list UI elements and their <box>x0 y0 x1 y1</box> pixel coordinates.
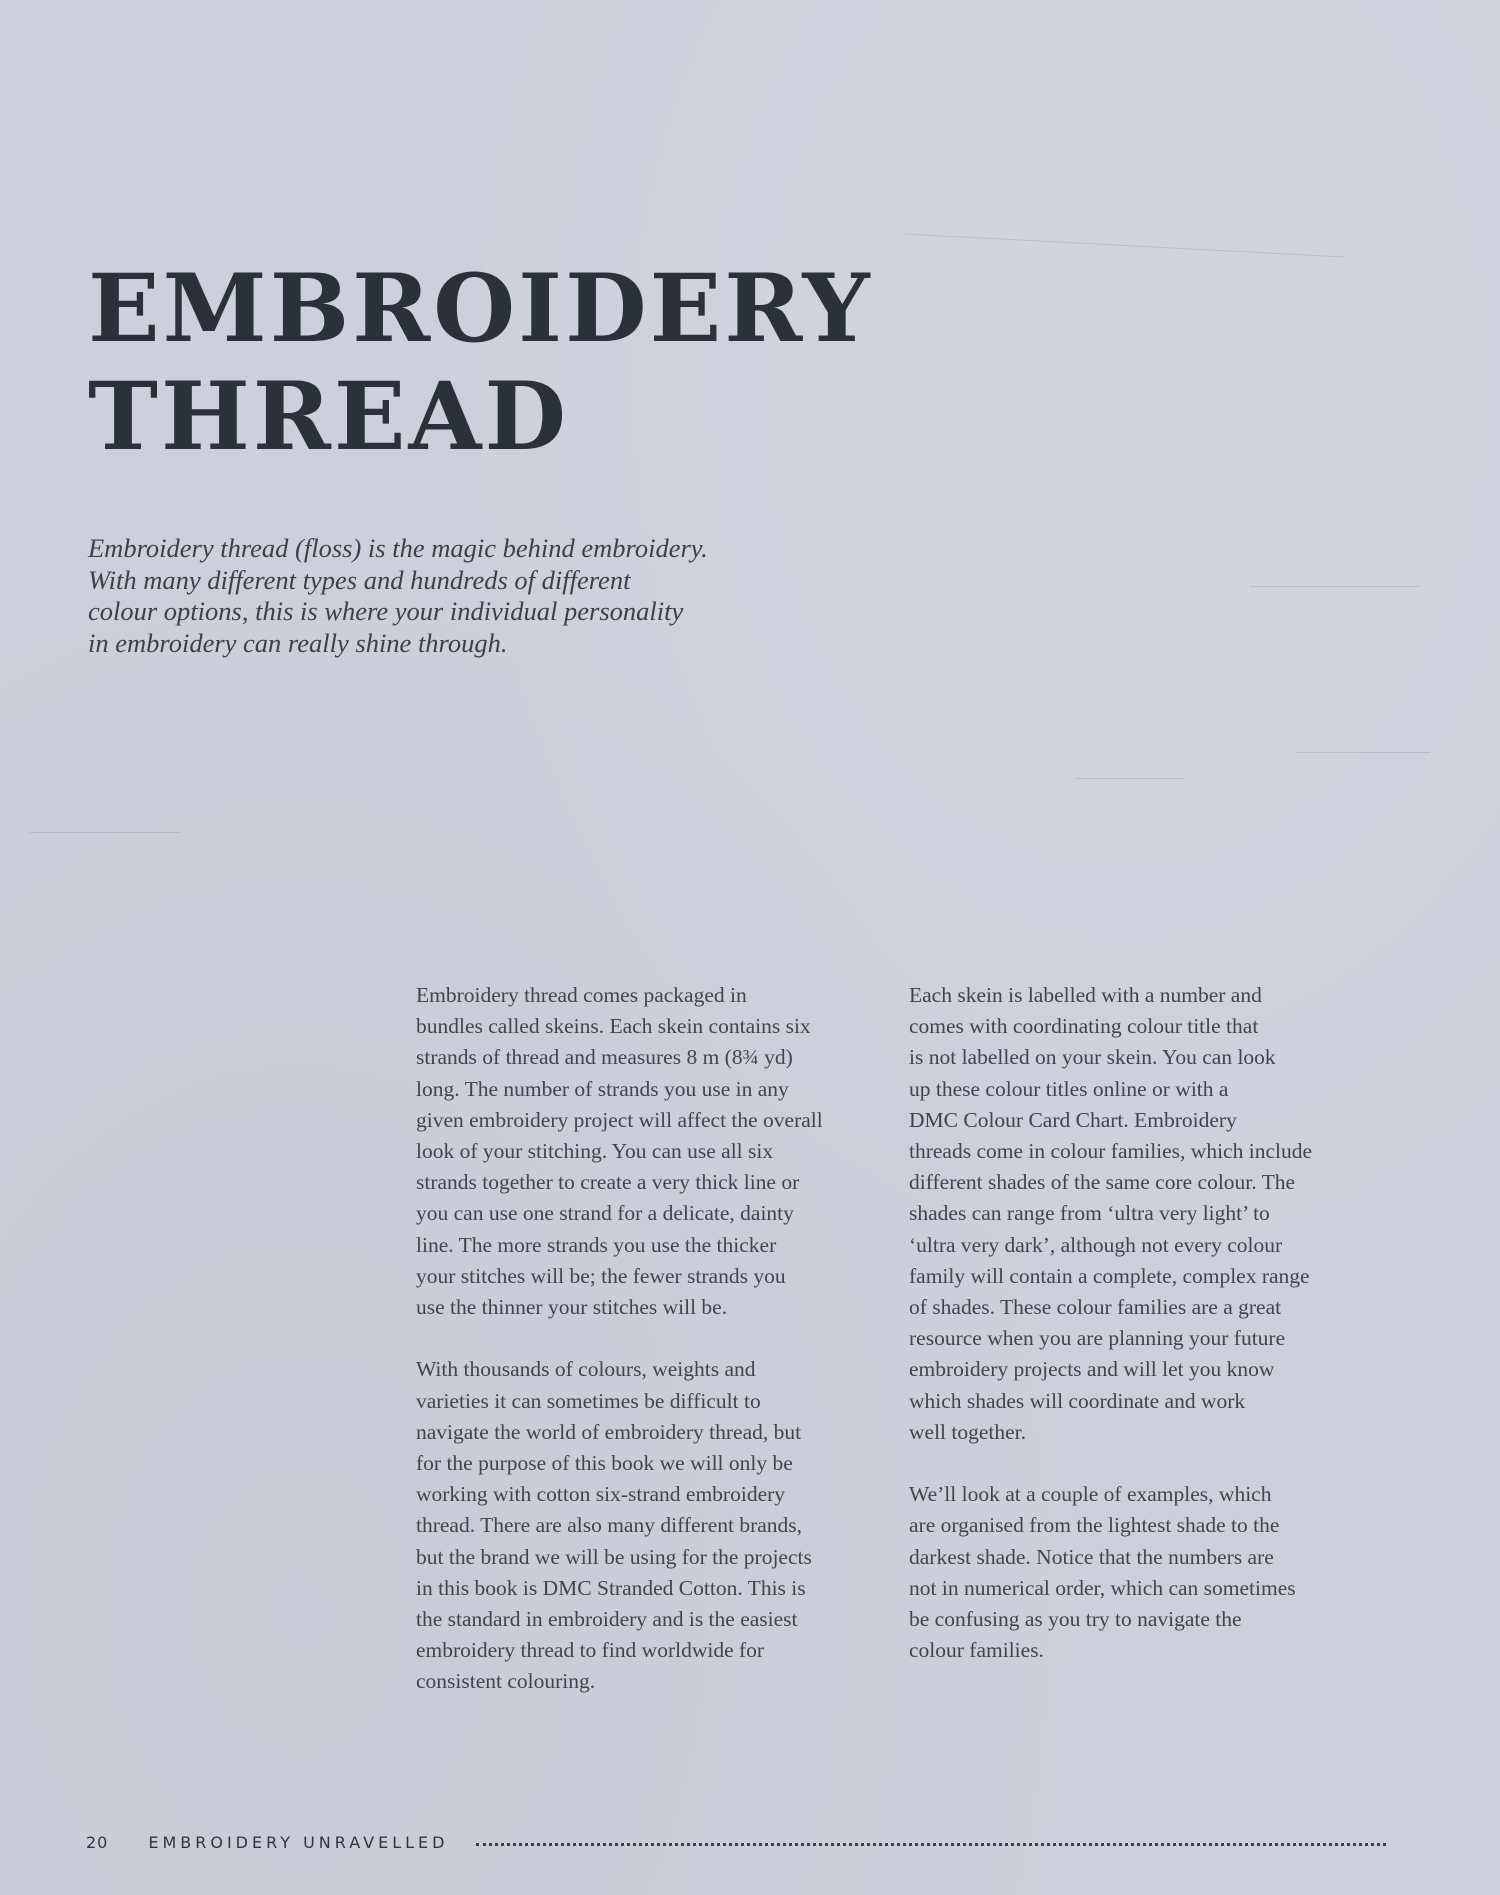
body-line: bundles called skeins. Each skein contains six <box>416 1014 811 1039</box>
paper-scuff-mark <box>905 233 1344 257</box>
body-line: which shades will coordinate and work <box>909 1388 1246 1413</box>
body-paragraph <box>909 1479 1389 1666</box>
body-line: strands together to create a very thick line or <box>416 1170 800 1195</box>
body-line: the standard in embroidery and is the easiest <box>416 1607 798 1632</box>
body-paragraph <box>416 1354 886 1697</box>
body-line: ‘ultra very dark’, although not every colour <box>909 1232 1283 1257</box>
body-line: thread. There are also many different brands, <box>416 1513 803 1538</box>
body-line: comes with coordinating colour title that <box>909 1014 1259 1039</box>
body-line: long. The number of strands you use in any <box>416 1076 789 1101</box>
body-line: Each skein is labelled with a number and <box>909 983 1262 1007</box>
body-line: look of your stitching. You can use all six <box>416 1139 774 1164</box>
intro-line: colour options, this is where your individual personality <box>88 596 684 626</box>
body-line: in this book is DMC Stranded Cotton. This is <box>416 1575 806 1600</box>
dotted-rule <box>476 1843 1386 1846</box>
paper-scuff-mark <box>30 832 180 833</box>
body-line: darkest shade. Notice that the numbers are <box>909 1544 1274 1569</box>
intro-paragraph <box>88 533 848 659</box>
body-line: consistent colouring. <box>416 1669 596 1694</box>
paper-scuff-mark <box>1295 752 1430 753</box>
intro-line: With many different types and hundreds of different <box>88 564 631 595</box>
body-line: shades can range from ‘ultra very light’ to <box>909 1201 1270 1226</box>
body-line: family will contain a complete, complex range <box>909 1263 1310 1288</box>
page-number: 20 <box>86 1832 109 1852</box>
intro-line: Embroidery thread (floss) is the magic behind embroidery. <box>88 533 708 563</box>
body-paragraph <box>909 980 1389 1448</box>
body-line: line. The more strands you use the thicker <box>416 1232 777 1257</box>
body-line: but the brand we will be using for the projects <box>416 1544 812 1569</box>
body-line: We’ll look at a couple of examples, which <box>909 1482 1272 1507</box>
body-paragraph <box>416 980 886 1323</box>
body-line: working with cotton six-strand embroidery <box>416 1482 786 1507</box>
body-line: resource when you are planning your future <box>909 1326 1286 1351</box>
body-line: varieties it can sometimes be difficult to <box>416 1388 761 1413</box>
body-line: different shades of the same core colour. The <box>909 1170 1296 1195</box>
body-line: colour families. <box>909 1638 1044 1663</box>
body-line: With thousands of colours, weights and <box>416 1357 756 1382</box>
body-line: be confusing as you try to navigate the <box>909 1607 1242 1632</box>
body-line: for the purpose of this book we will only be <box>416 1451 793 1476</box>
page-title <box>88 255 988 471</box>
body-line: given embroidery project will affect the overall <box>416 1107 823 1132</box>
body-line: use the thinner your stitches will be. <box>416 1295 728 1320</box>
body-line: are organised from the lightest shade to the <box>909 1513 1280 1538</box>
paper-scuff-mark <box>1075 778 1185 779</box>
body-line: not in numerical order, which can sometimes <box>909 1575 1296 1600</box>
body-line: navigate the world of embroidery thread, but <box>416 1419 802 1444</box>
body-line: of shades. These colour families are a great <box>909 1295 1282 1320</box>
running-title: EMBROIDERY UNRAVELLED <box>148 1832 449 1852</box>
body-line: strands of thread and measures 8 m (8¾ yd) <box>416 1045 793 1070</box>
body-line: Embroidery thread comes packaged in <box>416 983 747 1007</box>
body-line: is not labelled on your skein. You can look <box>909 1045 1276 1070</box>
body-line: embroidery projects and will let you know <box>909 1357 1275 1382</box>
body-column-right <box>909 980 1389 1698</box>
body-line: your stitches will be; the fewer strands you <box>416 1263 786 1288</box>
body-column-left <box>416 980 886 1729</box>
title-line: THREAD <box>88 362 569 472</box>
body-line: embroidery thread to find worldwide for <box>416 1638 765 1663</box>
title-line: EMBROIDERY <box>88 254 873 364</box>
body-line: up these colour titles online or with a <box>909 1076 1229 1101</box>
body-line: threads come in colour families, which include <box>909 1139 1312 1164</box>
body-line: well together. <box>909 1419 1027 1444</box>
paper-scuff-mark <box>1250 586 1420 587</box>
body-line: DMC Colour Card Chart. Embroidery <box>909 1107 1237 1132</box>
page-footer <box>86 1830 1386 1854</box>
intro-line: in embroidery can really shine through. <box>88 627 508 658</box>
body-line: you can use one strand for a delicate, dainty <box>416 1201 794 1226</box>
